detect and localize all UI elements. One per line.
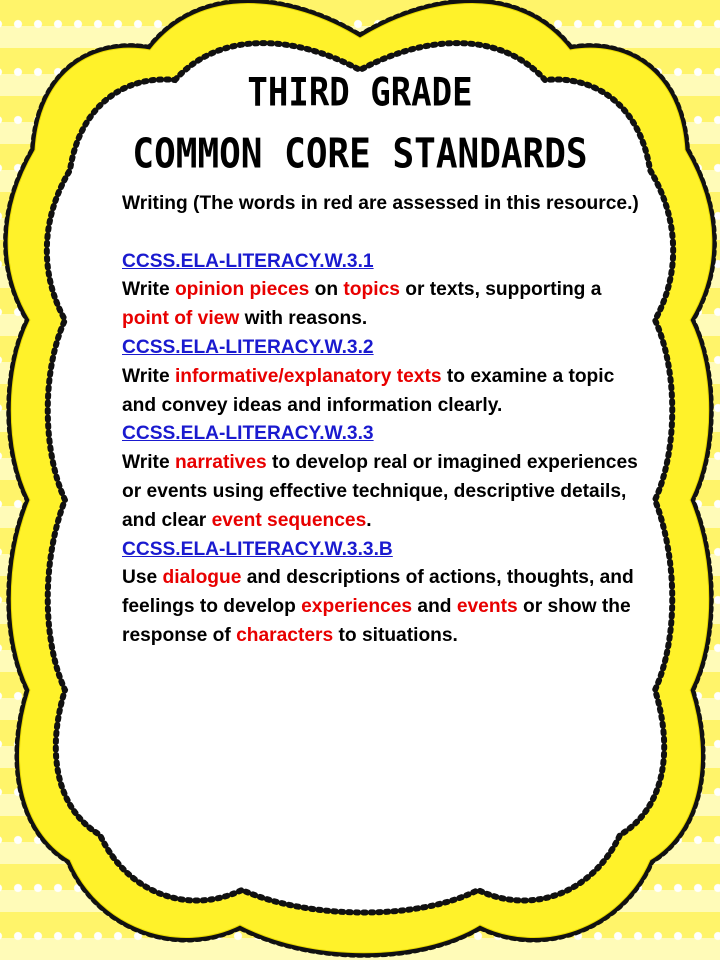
standard-link[interactable]: CCSS.ELA-LITERACY.W.3.1: [122, 250, 374, 272]
standard-w-3-2-code[interactable]: [122, 334, 642, 363]
text-segment: Write: [122, 365, 175, 387]
standard-w-3-1-code[interactable]: [122, 248, 642, 277]
assessed-term: opinion pieces: [174, 279, 310, 301]
standard-w-3-2-text: [122, 363, 642, 421]
standard-link[interactable]: CCSS.ELA-LITERACY.W.3.2: [122, 336, 374, 358]
text-segment: Write: [122, 279, 175, 301]
text-segment: to develop real or imagined experiences or events using effective technique, descriptive details, and clear: [122, 452, 638, 531]
assessed-term: point of view: [122, 308, 240, 330]
text-segment: with reasons.: [239, 308, 368, 330]
spacer: [122, 219, 642, 248]
intro-text: [122, 190, 642, 219]
text-segment: .: [366, 509, 372, 531]
page-title-line-1: THIRD GRADE: [247, 70, 473, 116]
standard-w-3-3-code[interactable]: [122, 420, 642, 449]
standard-link[interactable]: CCSS.ELA-LITERACY.W.3.3: [122, 423, 374, 445]
text-segment: to situations.: [333, 624, 458, 646]
assessed-term: experiences: [301, 596, 413, 618]
assessed-term: event sequences: [211, 509, 367, 531]
assessed-term: dialogue: [162, 567, 242, 589]
page-title-line-2: COMMON CORE STANDARDS: [132, 130, 588, 178]
text-segment: or texts, supporting a: [399, 279, 602, 301]
assessed-term: narratives: [174, 452, 267, 474]
standard-w-3-3-text: [122, 449, 642, 535]
standard-w-3-3-b-text: [122, 564, 642, 650]
text-segment: Write: [122, 452, 175, 474]
assessed-term: events: [456, 596, 518, 618]
standard-w-3-3-b-code[interactable]: [122, 536, 642, 565]
standard-link[interactable]: CCSS.ELA-LITERACY.W.3.3.B: [122, 538, 393, 560]
text-segment: and: [412, 596, 457, 618]
text-segment: Use: [122, 567, 163, 589]
intro-part-1: Writing (The words in red are assessed in this resource.): [122, 193, 639, 214]
text-segment: on: [309, 279, 344, 301]
standards-body: [122, 190, 642, 651]
text-segment: or show the response of: [122, 596, 631, 646]
assessed-term: characters: [236, 624, 334, 646]
text-segment: to examine a topic and convey ideas and information clearly.: [122, 365, 615, 416]
text-segment: and descriptions of actions, thoughts, and feelings to develop: [122, 567, 634, 618]
assessed-term: informative/explanatory texts: [174, 365, 442, 387]
standard-w-3-1-text: [122, 276, 642, 334]
assessed-term: topics: [343, 279, 400, 301]
